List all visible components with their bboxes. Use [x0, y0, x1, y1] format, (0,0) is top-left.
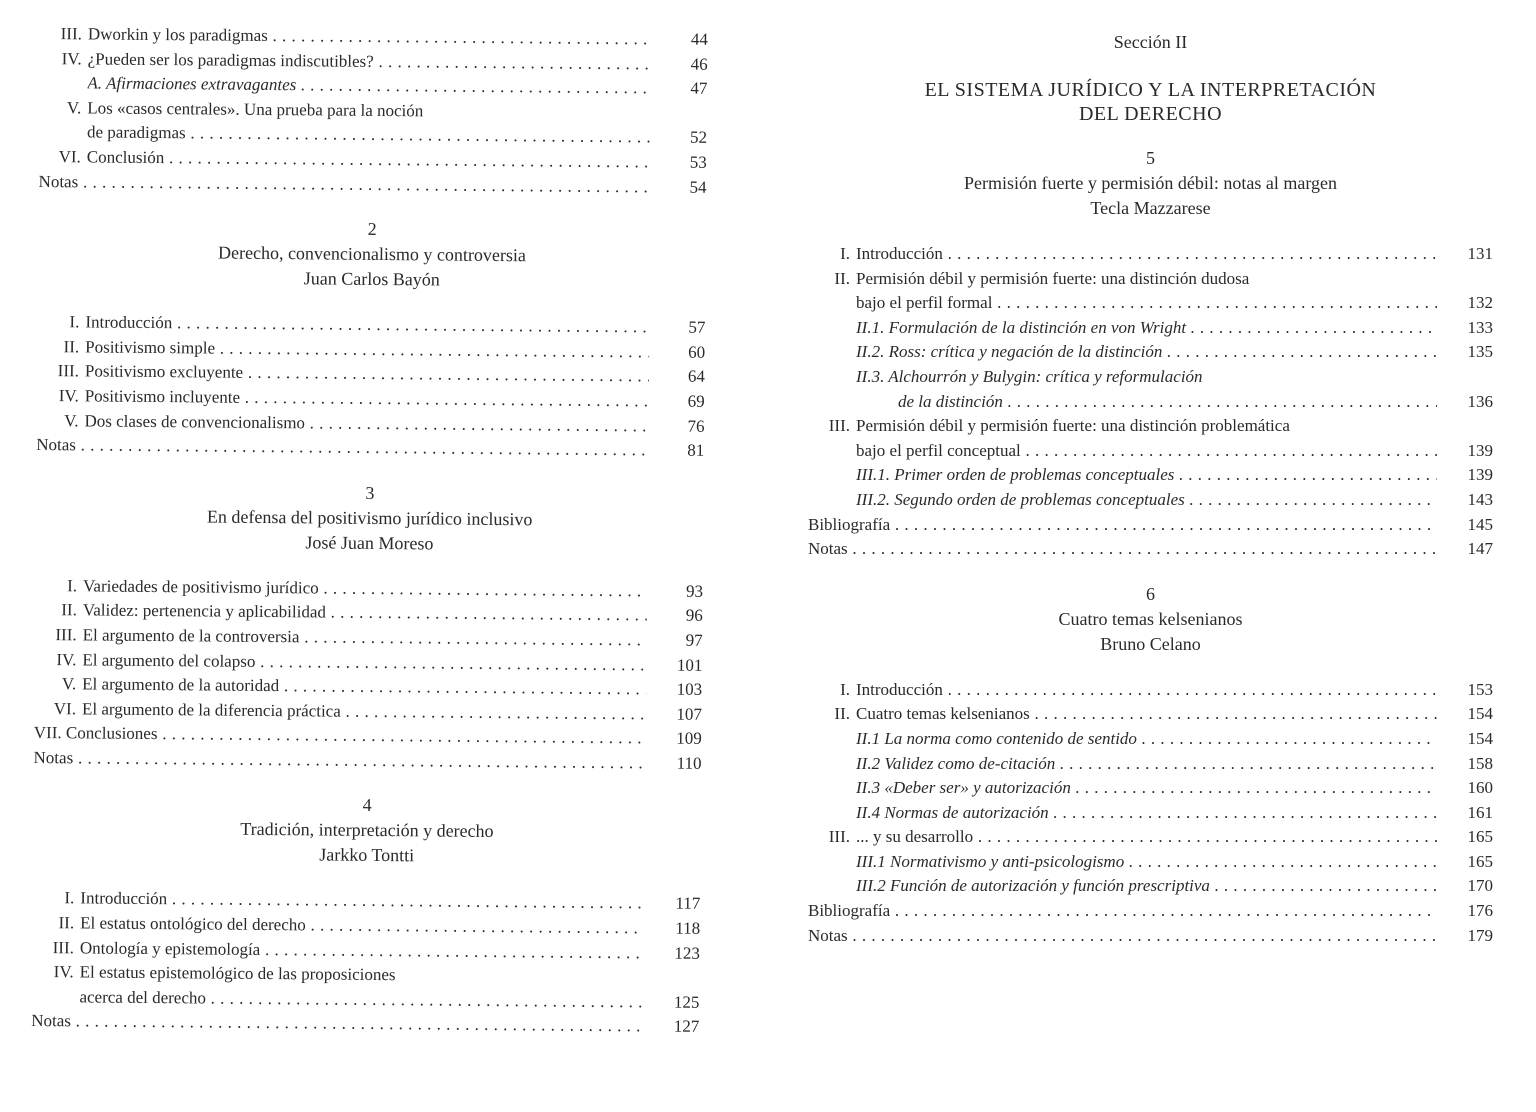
- entry-page-number: 165: [1467, 827, 1493, 847]
- entry-title: II.1. Formulación de la distinción en von Wright . . .: [856, 316, 1437, 341]
- entry-page-number: 143: [1467, 489, 1493, 509]
- entry-number: II.: [58, 913, 75, 933]
- entry-title: II.2 Validez como de-citación . . .: [856, 752, 1437, 777]
- chapter-author: Jarkko Tontti: [319, 844, 415, 866]
- toc-entry: [808, 825, 1493, 850]
- entry-number: VI.: [58, 147, 81, 167]
- toc-entry: [808, 414, 1493, 439]
- chapter-number: 2: [367, 219, 377, 240]
- entry-page-number: 139: [1467, 465, 1493, 485]
- chapter-number: 4: [362, 795, 372, 816]
- entry-title: II.2. Ross: crítica y negación de la distinción . . .: [856, 340, 1437, 365]
- entry-title: Introducción . . .: [80, 887, 644, 917]
- entry-title: de la distinción . . .: [898, 390, 1437, 415]
- entry-number: III.: [57, 361, 80, 381]
- entry-number: V.: [64, 410, 79, 430]
- chapters-list: [31, 214, 706, 1040]
- entry-title: Dworkin y los paradigmas . . .: [88, 22, 652, 52]
- entry-number: II.: [61, 600, 77, 620]
- entry-number: III.: [55, 625, 77, 645]
- section-label: Sección II: [1113, 32, 1188, 52]
- toc-entry: [36, 433, 704, 463]
- entry-title: Permisión débil y permisión fuerte: una distinción problemática: [856, 416, 1290, 436]
- entry-title: Positivismo excluyente . . .: [85, 360, 649, 390]
- entry-page-number: 101: [676, 655, 703, 675]
- section-title: [808, 78, 1493, 126]
- entry-page-number: 132: [1467, 293, 1493, 313]
- entry-number: III.: [60, 24, 82, 44]
- toc-entry: [808, 850, 1493, 875]
- toc-entry: [33, 746, 701, 776]
- entry-title: Los «casos centrales». Una prueba para la noción: [87, 98, 424, 121]
- entry-page-number: 147: [1467, 539, 1493, 559]
- chapter-heading: [33, 790, 702, 870]
- toc-entry: [808, 537, 1493, 562]
- chapter-heading: [808, 146, 1493, 220]
- entry-page-number: 133: [1467, 317, 1493, 337]
- entry-page-number: 54: [689, 177, 707, 197]
- entry-number: II.: [834, 704, 850, 724]
- chapter-title: Permisión fuerte y permisión débil: notas al margen: [963, 173, 1338, 193]
- entry-title: Cuatro temas kelsenianos . . .: [856, 702, 1437, 727]
- toc-entry: [808, 365, 1493, 390]
- toc-entry: [808, 874, 1493, 899]
- chapter: [808, 582, 1493, 949]
- toc-entry: [808, 702, 1493, 727]
- toc-entry: [808, 340, 1493, 365]
- entry-title: III.2 Función de autorización y función prescriptiva . . .: [856, 874, 1437, 899]
- entry-title: ... y su desarrollo . . .: [856, 825, 1437, 850]
- entry-number: V.: [66, 98, 82, 118]
- entry-title: El argumento de la controversia . . .: [83, 623, 647, 653]
- entry-page-number: 179: [1467, 925, 1493, 945]
- entry-number: IV.: [61, 48, 82, 68]
- entry-page-number: 135: [1467, 342, 1493, 362]
- entry-title: Permisión débil y permisión fuerte: una distinción dudosa: [856, 268, 1250, 288]
- entry-number: II.: [834, 268, 850, 288]
- entry-page-number: 60: [688, 342, 706, 362]
- entry-page-number: 123: [674, 943, 700, 963]
- chapter-author: Juan Carlos Bayón: [303, 268, 440, 290]
- entry-title: Notas . . .: [808, 537, 1437, 562]
- entry-title: El estatus ontológico del derecho . . .: [80, 911, 644, 941]
- entry-page-number: 69: [687, 391, 705, 411]
- toc-entry: [808, 267, 1493, 292]
- entry-page-number: 53: [689, 152, 707, 172]
- entry-page-number: 47: [690, 78, 708, 99]
- entry-title: III.1 Normativismo y anti-psicologismo . . .: [856, 850, 1437, 875]
- entry-page-number: 145: [1467, 514, 1493, 534]
- entry-page-number: 139: [1467, 440, 1493, 460]
- entry-page-number: 165: [1467, 851, 1493, 871]
- toc-entry: [808, 727, 1493, 752]
- entry-page-number: 176: [1467, 901, 1493, 921]
- toc-entry: [808, 678, 1493, 703]
- entry-page-number: 158: [1467, 753, 1493, 773]
- entry-page-number: 154: [1467, 728, 1493, 748]
- right-page: [808, 30, 1493, 948]
- chapter: [808, 146, 1493, 562]
- chapter-heading: [808, 582, 1493, 656]
- entry-number: IV.: [53, 962, 74, 982]
- chapter: [31, 790, 701, 1039]
- toc-entry: [31, 1009, 699, 1039]
- chapters-list: [808, 146, 1493, 948]
- entry-title: II.4 Normas de autorización . . .: [856, 801, 1437, 826]
- entry-title: VII. Conclusiones . . .: [34, 721, 646, 751]
- toc-entry: [808, 776, 1493, 801]
- entry-title: II.3. Alchourrón y Bulygin: crítica y reformulación: [856, 366, 1203, 386]
- entry-number: IV.: [58, 386, 79, 406]
- chapter-number: 3: [365, 482, 375, 503]
- entry-page-number: 110: [676, 753, 702, 773]
- chapter: [36, 214, 706, 463]
- entry-page-number: 97: [685, 630, 703, 650]
- entry-page-number: 107: [676, 704, 703, 724]
- entry-number: I.: [69, 312, 80, 332]
- entry-number: III.: [828, 827, 850, 847]
- left-page: [31, 22, 708, 1040]
- toc-entry: [808, 316, 1493, 341]
- chapter-title: Cuatro temas kelsenianos: [1058, 608, 1243, 629]
- entry-number: I.: [840, 679, 850, 699]
- entry-page-number: 131: [1467, 244, 1493, 263]
- entry-page-number: 125: [673, 992, 700, 1012]
- section-title-line: EL SISTEMA JURÍDICO Y LA INTERPRETACIÓN: [924, 79, 1377, 101]
- entry-title: de paradigmas . . .: [87, 121, 651, 151]
- entry-title: III.2. Segundo orden de problemas conceptuales . . .: [856, 488, 1437, 513]
- chapter-heading: [35, 478, 704, 558]
- entry-title: Positivismo incluyente . . .: [85, 384, 649, 414]
- toc-entry: [808, 752, 1493, 777]
- chapter-author: Tecla Mazzarese: [1090, 198, 1211, 218]
- entry-page-number: 57: [688, 317, 706, 337]
- entry-title: El argumento de la diferencia práctica . . .: [82, 697, 646, 727]
- entry-page-number: 93: [685, 581, 704, 601]
- entry-page-number: 81: [687, 440, 705, 460]
- entry-title: Variedades de positivismo jurídico . . .: [83, 574, 647, 604]
- entry-page-number: 170: [1467, 876, 1493, 896]
- entry-title: acerca del derecho . . .: [79, 985, 643, 1015]
- entry-page-number: 127: [673, 1017, 700, 1037]
- entry-title: bajo el perfil formal . . .: [856, 291, 1437, 316]
- entry-title: Notas . . .: [31, 1009, 643, 1039]
- entry-number: I.: [67, 575, 78, 596]
- entry-page-number: 117: [675, 894, 701, 914]
- entry-title: El argumento de la autoridad . . .: [82, 672, 646, 702]
- entry-title: Notas . . .: [808, 924, 1437, 949]
- entry-page-number: 136: [1467, 391, 1493, 411]
- toc-entry: [38, 170, 706, 200]
- entry-page-number: 44: [690, 29, 708, 49]
- entry-title: Notas . . .: [38, 170, 650, 200]
- toc-entry: [808, 801, 1493, 826]
- chapter-title: Derecho, convencionalismo y controversia: [217, 242, 527, 266]
- entry-title: II.3 «Deber ser» y autorización . . .: [856, 776, 1437, 801]
- entry-title: Ontología y epistemología . . .: [80, 936, 644, 966]
- chapter-author: Bruno Celano: [1100, 633, 1201, 654]
- entry-number: IV.: [56, 649, 77, 669]
- entry-title: Bibliografía . . .: [808, 513, 1437, 538]
- toc-entry: [808, 291, 1493, 316]
- entry-page-number: 153: [1467, 679, 1493, 699]
- entry-page-number: 46: [690, 54, 708, 74]
- toc-entry: [808, 439, 1493, 464]
- entry-title: Notas . . .: [33, 746, 645, 776]
- chapter-heading: [38, 214, 707, 294]
- toc-entry: [808, 488, 1493, 513]
- entry-page-number: 76: [687, 416, 705, 436]
- toc-entry: [808, 924, 1493, 949]
- entry-title: Introducción . . .: [856, 242, 1437, 267]
- entry-number: II.: [63, 336, 80, 357]
- chapter-title: Tradición, interpretación y derecho: [240, 819, 494, 842]
- entry-page-number: 154: [1467, 704, 1493, 724]
- entry-title: El estatus epistemológico de las proposiciones: [79, 962, 396, 985]
- entry-title: A. Afirmaciones extravagantes . . .: [87, 72, 651, 102]
- entry-number: V.: [61, 674, 77, 694]
- entry-page-number: 161: [1467, 802, 1493, 822]
- entry-title: Notas . . .: [36, 433, 648, 463]
- section-title-line: DEL DERECHO: [1078, 103, 1223, 125]
- chapter: [33, 478, 704, 777]
- entry-title: Dos clases de convencionalismo . . .: [84, 409, 648, 439]
- entry-page-number: 52: [689, 128, 708, 148]
- chapter-author: José Juan Moreso: [305, 532, 434, 554]
- entry-page-number: 103: [676, 679, 703, 699]
- entry-title: Bibliografía . . .: [808, 899, 1437, 924]
- toc-list: [38, 22, 707, 200]
- entry-title: ¿Pueden ser los paradigmas indiscutibles? . . .: [88, 47, 652, 77]
- toc-entry: [808, 463, 1493, 488]
- entry-title: El argumento del colapso . . .: [82, 648, 646, 678]
- entry-title: Positivismo simple . . .: [85, 335, 649, 365]
- chapter-number: 6: [1146, 583, 1155, 604]
- entry-page-number: 96: [685, 605, 703, 626]
- entry-title: bajo el perfil conceptual . . .: [856, 439, 1437, 464]
- entry-number: III.: [828, 416, 850, 436]
- entry-title: Validez: pertenencia y aplicabilidad . . .: [83, 599, 647, 629]
- entry-page-number: 160: [1467, 778, 1493, 798]
- entry-page-number: 109: [676, 728, 702, 749]
- toc-entry: [808, 899, 1493, 924]
- entry-page-number: 118: [675, 918, 701, 938]
- entry-title: II.1 La norma como contenido de sentido . . .: [856, 727, 1437, 752]
- entry-number: I.: [840, 244, 850, 263]
- toc-entry: [808, 390, 1493, 415]
- entry-title: III.1. Primer orden de problemas conceptuales . . .: [856, 463, 1437, 488]
- toc-entry: [808, 513, 1493, 538]
- entry-number: III.: [52, 937, 75, 957]
- entry-title: Conclusión . . .: [87, 145, 651, 175]
- entry-number: I.: [64, 888, 75, 908]
- chapter-number: 5: [1146, 148, 1155, 168]
- entry-title: Introducción . . .: [856, 678, 1437, 703]
- chapter-title: En defensa del positivismo jurídico inclusivo: [206, 506, 533, 530]
- entry-number: VI.: [53, 698, 77, 719]
- entry-page-number: 64: [687, 367, 706, 387]
- entry-title: Introducción . . .: [85, 311, 649, 341]
- toc-entry: [808, 242, 1493, 267]
